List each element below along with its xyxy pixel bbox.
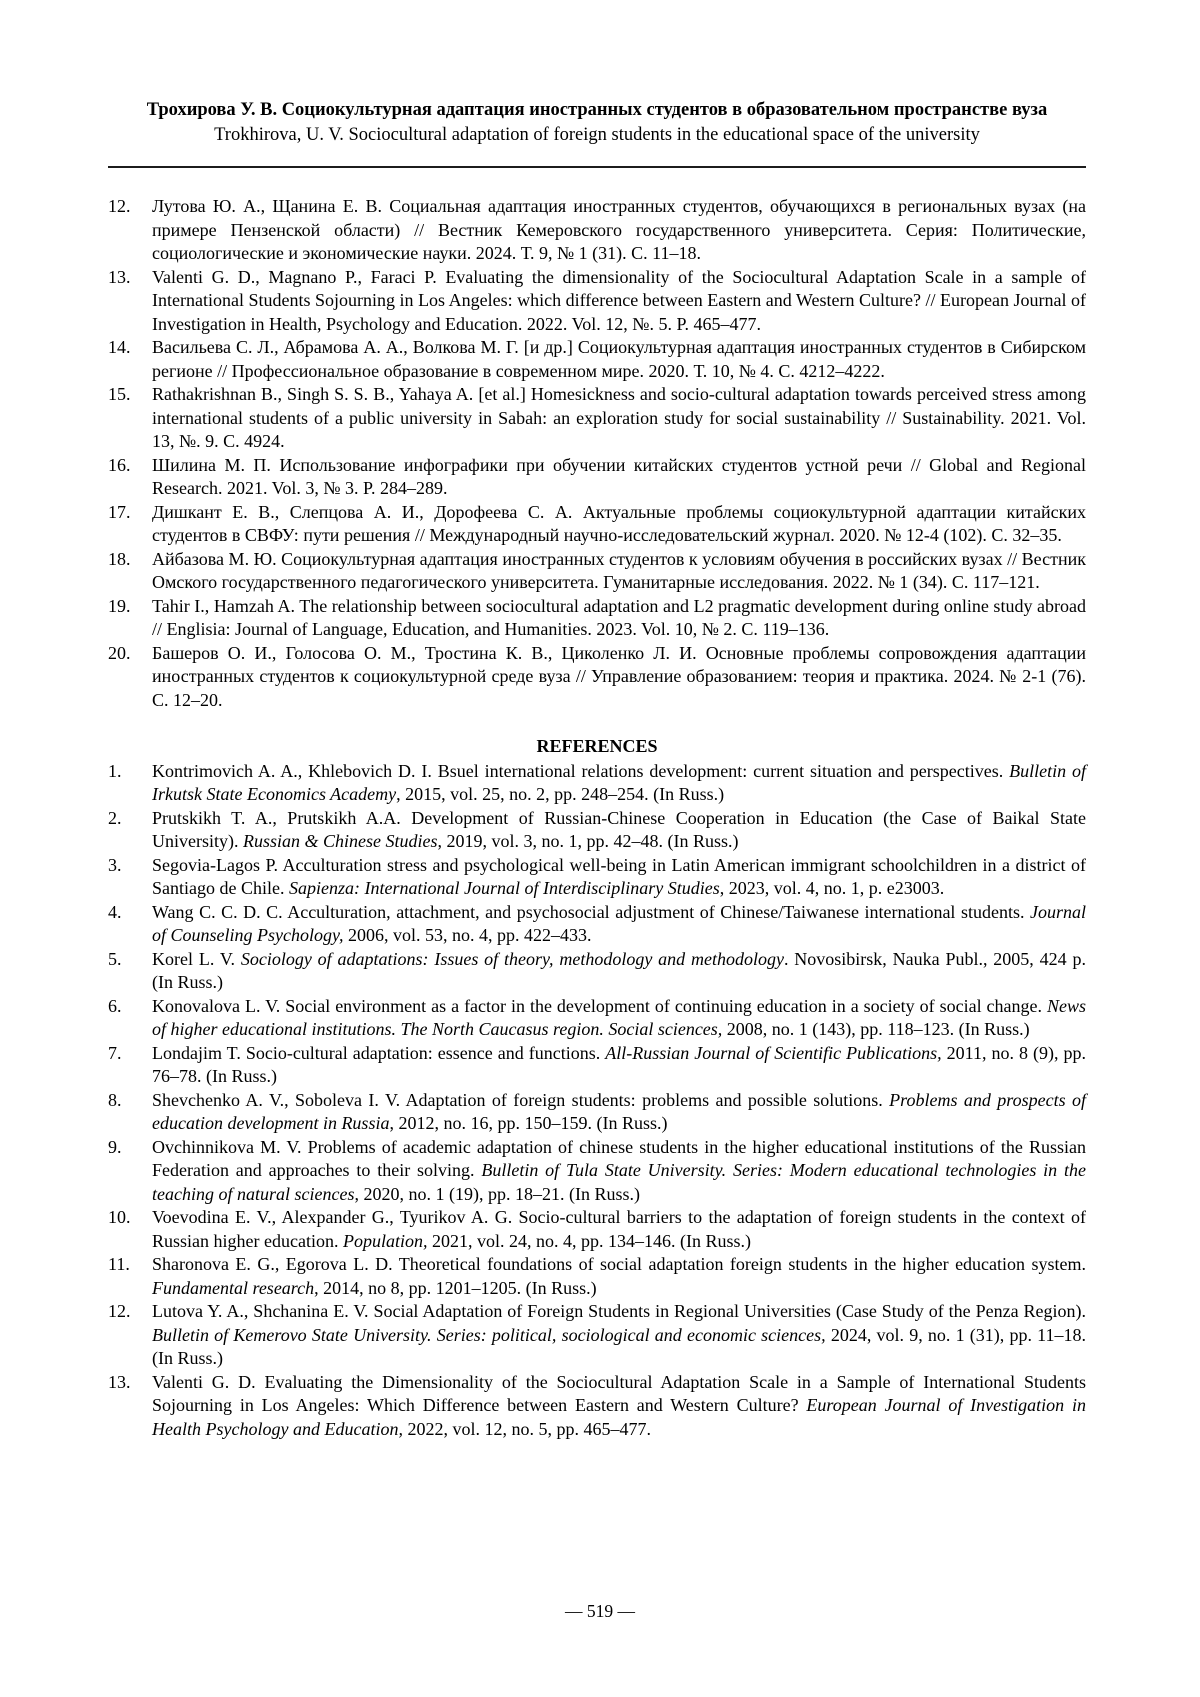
reference-text: Wang C. C. D. C. Acculturation, attachment, and psychosocial adjustment of Chinese/Taiwanese international students. Journal of Counseling Psychology, 2006, vol. 53, no. 4, pp. 422–433. (152, 901, 1086, 945)
reference-number: 20. (108, 642, 131, 663)
bibliography-ru-list (108, 195, 1086, 712)
reference-text: Lutova Y. A., Shchanina E. V. Social Adaptation of Foreign Students in Regional Universities (Case Study of the Penza Region). Bulletin of Kemerovo State University. Series: political, sociological and economic sciences, 2024, vol. 9, no. 1 (31), pp. 11–18. (In Russ.) (152, 1301, 1086, 1368)
reference-number: 2. (108, 807, 122, 828)
reference-number: 19. (108, 595, 131, 616)
reference-text: Ovchinnikova M. V. Problems of academic adaptation of chinese students in the higher educational institutions of the Russian Federation and approaches to their solving. Bulletin of Tula State University. Series: Modern educational technologies in the teaching of natural sciences, 2020, no. 1 (19), pp. 18–21. (In Russ.) (152, 1136, 1086, 1204)
reference-item (108, 1206, 1086, 1253)
reference-text: Segovia-Lagos P. Acculturation stress and psychological well-being in Latin American immigrant schoolchildren in a district of Santiago de Chile. Sapienza: International Journal of Interdisciplinary Studies, 2023, vol. 4, no. 1, p. e23003. (152, 854, 1086, 898)
reference-text: Kontrimovich A. A., Khlebovich D. I. Bsuel international relations development: current situation and perspectives. Bulletin of Irkutsk State Economics Academy, 2015, vol. 25, no. 2, pp. 248–254. (In Russ.) (152, 760, 1086, 804)
reference-number: 9. (108, 1136, 122, 1157)
page-number: — 519 — (565, 1601, 635, 1621)
reference-number: 13. (108, 266, 131, 287)
reference-text: Konovalova L. V. Social environment as a factor in the development of continuing education in a society of social change. News of higher educational institutions. The North Caucasus region. Social sciences, 2008, no. 1 (143), pp. 118–123. (In Russ.) (152, 995, 1086, 1039)
reference-number: 10. (108, 1207, 131, 1227)
reference-text: Voevodina E. V., Alexpander G., Tyurikov A. G. Socio-cultural barriers to the adaptation of foreign students in the context of Russian higher education. Population, 2021, vol. 24, no. 4, pp. 134–146. (In Russ.) (152, 1207, 1086, 1251)
reference-number: 1. (108, 760, 122, 781)
reference-number: 13. (108, 1371, 131, 1392)
reference-item (108, 454, 1086, 501)
reference-number: 15. (108, 384, 131, 404)
reference-text: Лутова Ю. А., Щанина Е. В. Социальная адаптация иностранных студентов, обучающихся в региональных вузах (на примере Пензенской области) // Вестник Кемеровского государственного университета. Серия: Политические, социологические и экономические науки. 2024. Т. 9, № 1 (31). С. 11–18. (152, 196, 1086, 263)
references-list (108, 760, 1086, 1442)
running-header (95, 99, 1099, 147)
reference-item (108, 948, 1086, 995)
references-heading: REFERENCES (536, 736, 658, 756)
running-header-title-ru: Трохирова У. В. Социокультурная адаптация иностранных студентов в образовательном пространстве вуза (146, 100, 1048, 120)
page-body (108, 195, 1086, 1441)
reference-text: Rathakrishnan B., Singh S. S. B., Yahaya A. [et al.] Homesickness and socio-cultural adaptation towards perceived stress among international students of a public university in Sabah: an exploration study for social sustainability // Sustainability. 2021. Vol. 13, №. 9. С. 4924. (152, 384, 1086, 451)
reference-item (108, 807, 1086, 854)
reference-text: Шилина М. П. Использование инфографики при обучении китайских студентов устной речи // Global and Regional Research. 2021. Vol. 3, № 3. P. 284–289. (152, 454, 1086, 498)
reference-number: 4. (108, 901, 122, 922)
page-footer (0, 1601, 1200, 1622)
reference-item (108, 595, 1086, 642)
reference-item (108, 1253, 1086, 1300)
reference-item (108, 1371, 1086, 1442)
reference-text: Valenti G. D., Magnano P., Faraci P. Evaluating the dimensionality of the Sociocultural Adaptation Scale in a sample of International Students Sojourning in Los Angeles: which difference between Eastern and Western Culture? // European Journal of Investigation in Health, Psychology and Education. 2022. Vol. 12, №. 5. P. 465–477. (152, 266, 1086, 334)
reference-item (108, 1136, 1086, 1207)
reference-number: 3. (108, 854, 122, 875)
reference-item (108, 642, 1086, 713)
reference-text: Васильева С. Л., Абрамова А. А., Волкова М. Г. [и др.] Социокультурная адаптация иностранных студентов в Сибирском регионе // Профессиональное образование в современном мире. 2020. Т. 10, № 4. С. 4212–4222. (152, 337, 1086, 381)
reference-item (108, 336, 1086, 383)
reference-text: Korel L. V. Sociology of adaptations: Issues of theory, methodology and methodology. Novosibirsk, Nauka Publ., 2005, 424 p. (In Russ.) (152, 948, 1086, 992)
reference-item (108, 995, 1086, 1042)
header-rule (108, 166, 1086, 168)
reference-number: 8. (108, 1089, 122, 1110)
reference-number: 6. (108, 995, 122, 1016)
reference-item (108, 760, 1086, 807)
reference-item (108, 501, 1086, 548)
reference-item (108, 195, 1086, 266)
reference-text: Айбазова М. Ю. Социокультурная адаптация иностранных студентов к условиям обучения в российских вузах // Вестник Омского государственного педагогического университета. Гуманитарные исследования. 2022. № 1 (34). С. 117–121. (152, 548, 1086, 592)
reference-number: 5. (108, 948, 122, 969)
reference-item (108, 1089, 1086, 1136)
reference-text: Sharonova E. G., Egorova L. D. Theoretical foundations of social adaptation foreign students in the higher education system. Fundamental research, 2014, no 8, pp. 1201–1205. (In Russ.) (152, 1254, 1086, 1298)
reference-number: 12. (108, 1301, 131, 1321)
reference-text: Башеров О. И., Голосова О. М., Тростина К. В., Циколенко Л. И. Основные проблемы сопровождения адаптации иностранных студентов к социокультурной среде вуза // Управление образованием: теория и практика. 2024. № 2-1 (76). С. 12–20. (152, 642, 1086, 710)
reference-text: Tahir I., Hamzah A. The relationship between sociocultural adaptation and L2 pragmatic development during online study abroad // Englisia: Journal of Language, Education, and Humanities. 2023. Vol. 10, № 2. С. 119–136. (152, 595, 1086, 639)
reference-text: Valenti G. D. Evaluating the Dimensionality of the Sociocultural Adaptation Scale in a Sample of International Students Sojourning in Los Angeles: Which Difference between Eastern and Western Culture? European Journal of Investigation in Health Psychology and Education, 2022, vol. 12, no. 5, pp. 465–477. (152, 1371, 1086, 1439)
reference-item (108, 1300, 1086, 1371)
reference-item (108, 901, 1086, 948)
reference-number: 18. (108, 548, 131, 569)
reference-text: Londajim T. Socio-cultural adaptation: essence and functions. All-Russian Journal of Scientific Publications, 2011, no. 8 (9), pp. 76–78. (In Russ.) (152, 1042, 1086, 1086)
reference-item (108, 548, 1086, 595)
reference-text: Prutskikh T. A., Prutskikh A.A. Development of Russian-Chinese Cooperation in Education (the Case of Baikal State University). Russian & Chinese Studies, 2019, vol. 3, no. 1, pp. 42–48. (In Russ.) (152, 807, 1086, 851)
reference-number: 7. (108, 1042, 122, 1063)
running-header-title-en: Trokhirova, U. V. Sociocultural adaptation of foreign students in the educational space of the university (214, 125, 980, 145)
reference-text: Дишкант Е. В., Слепцова А. И., Дорофеева С. А. Актуальные проблемы социокультурной адаптации китайских студентов в СВФУ: пути решения // Международный научно-исследовательский журнал. 2020. № 12-4 (102). С. 32–35. (152, 501, 1086, 545)
reference-item (108, 383, 1086, 454)
reference-number: 12. (108, 196, 131, 216)
reference-item (108, 266, 1086, 337)
reference-text: Shevchenko A. V., Soboleva I. V. Adaptation of foreign students: problems and possible solutions. Problems and prospects of education development in Russia, 2012, no. 16, pp. 150–159. (In Russ.) (152, 1089, 1086, 1133)
reference-number: 17. (108, 501, 131, 522)
reference-number: 16. (108, 454, 131, 475)
reference-number: 14. (108, 337, 131, 357)
reference-item (108, 854, 1086, 901)
reference-item (108, 1042, 1086, 1089)
reference-number: 11. (108, 1254, 130, 1274)
